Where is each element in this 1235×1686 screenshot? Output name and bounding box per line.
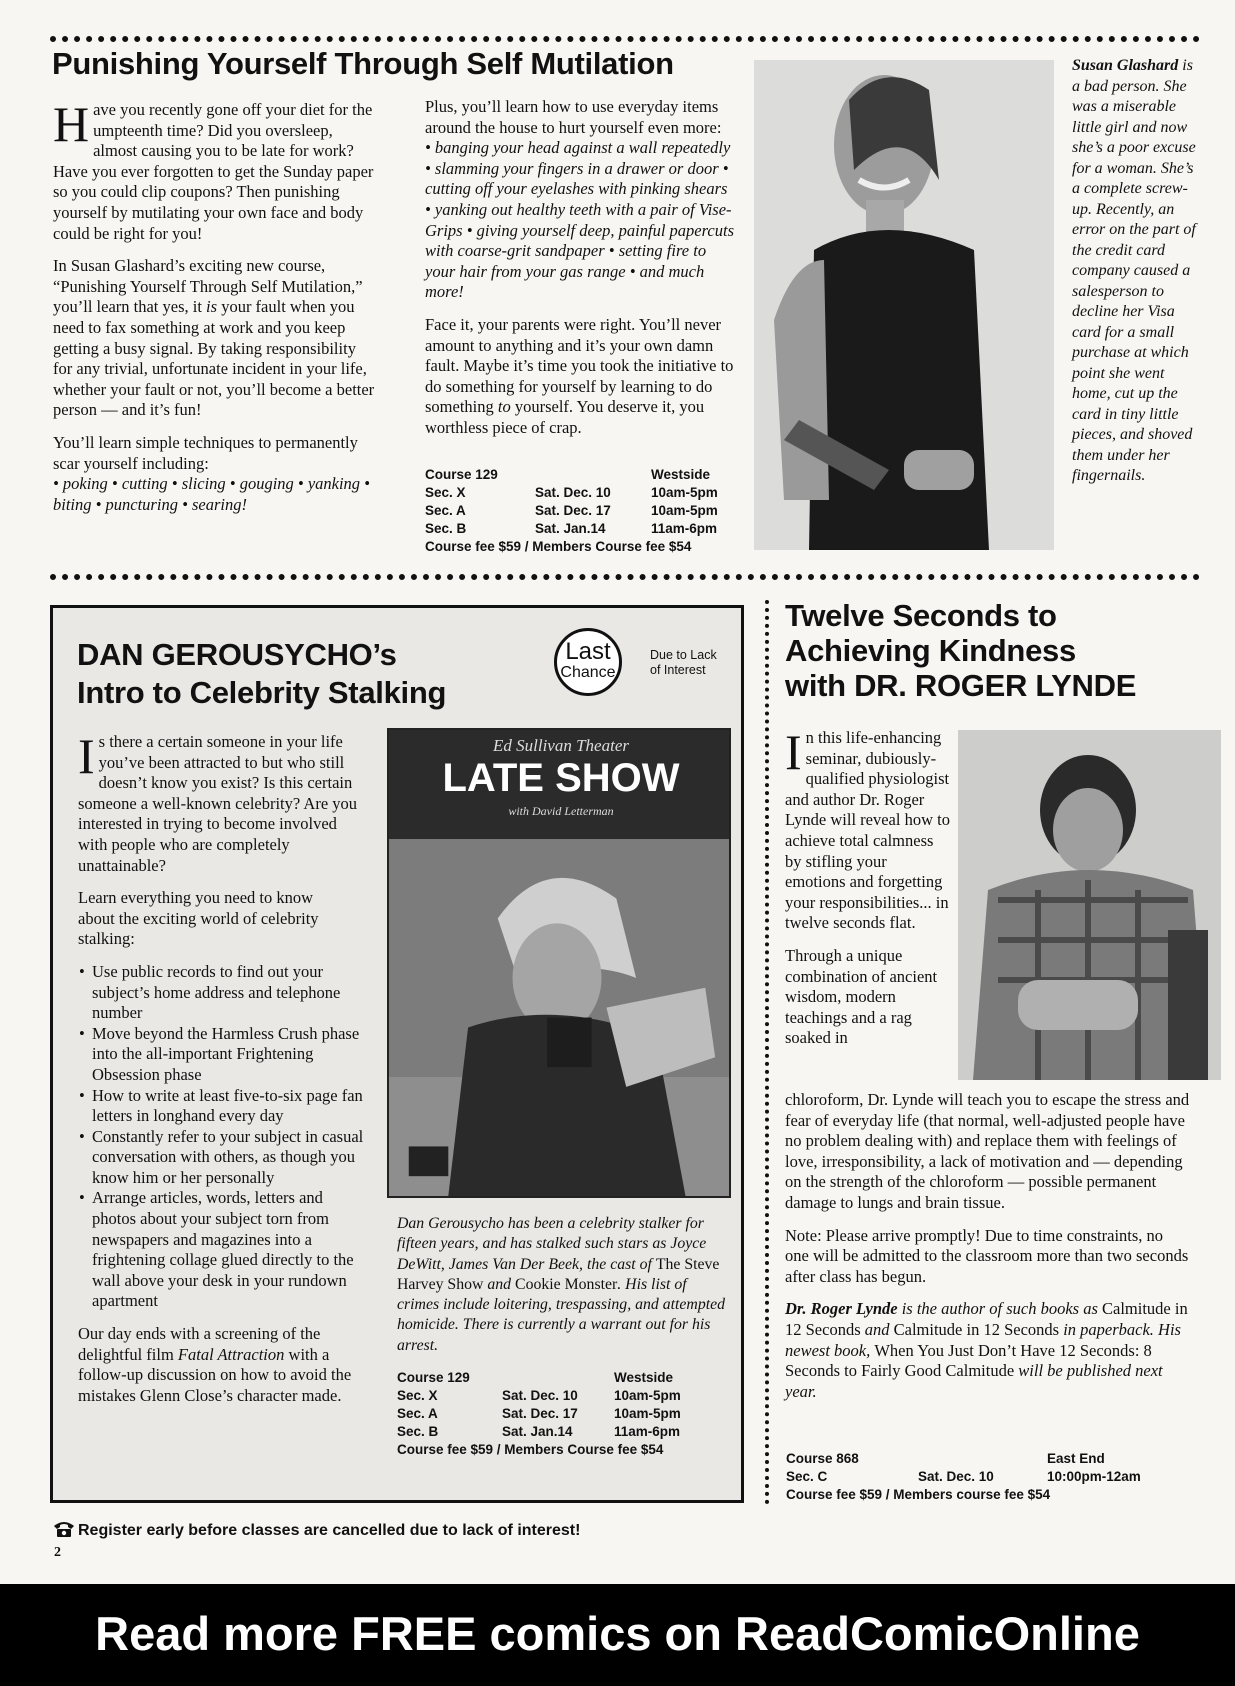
column-divider xyxy=(765,600,769,1505)
caption-text: . His list of crimes include loitering, trespassing, and attempted homicide. There is currently a warrant out for his arrest. xyxy=(397,1275,726,1354)
paragraph: You’ll learn simple techniques to permanently scar yourself including: xyxy=(53,432,358,473)
article3-narrow-column xyxy=(785,724,950,1049)
section: Sec. X xyxy=(425,485,466,500)
dropcap: I xyxy=(785,724,802,780)
date: Sat. Dec. 10 xyxy=(918,1469,994,1484)
section: Sec. B xyxy=(425,521,467,536)
bullet-item: • Constantly refer to your subject in casual conversation with others, as though you know him or her personally xyxy=(92,1127,370,1189)
title-line: Achieving Kindness xyxy=(785,633,1076,668)
badge-note: Due to Lack of Interest xyxy=(650,648,717,677)
paragraph: Learn everything you need to know about the exciting world of celebrity stalking: xyxy=(78,888,319,949)
item-list: • banging your head against a wall repeatedly • slamming your fingers in a drawer or door • cutting off your eyelashes with pinking shears • yanking out healthy teeth with a pair of Vise-Grips • giving yourself deep, painful papercuts with coarse-grit sandpaper • setting fire to your hair from your gas range • and much more! xyxy=(425,138,735,302)
show-title: The Steve Harvey Show xyxy=(397,1255,720,1293)
late-show-photo xyxy=(387,728,731,1198)
paragraph: is the author of such books as xyxy=(897,1299,1103,1319)
time: 11am-6pm xyxy=(614,1424,681,1439)
title-line: Twelve Seconds to xyxy=(785,598,1057,633)
article2-column1 xyxy=(78,728,370,1418)
marquee-top: Ed Sullivan Theater xyxy=(493,736,629,755)
paragraph: n this life-enhancing seminar, dubiously-qualified physiologist and author Dr. Roger Lynde will reveal how to achieve total calmness by stifling your emotions and forgetting your responsibilities... in twelve seconds flat. xyxy=(785,728,950,933)
article1-schedule xyxy=(425,466,735,556)
register-text: Register early before classes are cancelled due to lack of interest! xyxy=(78,1522,581,1539)
section: Sec. C xyxy=(786,1469,828,1484)
section: Sec. B xyxy=(397,1424,439,1439)
course-number: Course 129 xyxy=(425,467,498,482)
paragraph: Note: Please arrive promptly! Due to time constraints, no one will be admitted to the classroom more than two seconds after class has begun. xyxy=(785,1225,1189,1286)
banner-text: Read more FREE comics on ReadComicOnline xyxy=(95,1607,1140,1660)
time: 10am-5pm xyxy=(651,485,718,500)
phone-icon xyxy=(52,1520,76,1538)
emphasis: is xyxy=(206,297,218,317)
paragraph: Our day ends with a screening of the delightful film xyxy=(78,1324,321,1364)
course-fee: Course fee $59 / Members Course fee $54 xyxy=(397,1442,664,1457)
paragraph: in paperback. His newest book, xyxy=(785,1319,1181,1360)
article1-column2 xyxy=(425,97,737,451)
date: Sat. Dec. 17 xyxy=(535,503,611,518)
time: 10am-5pm xyxy=(614,1406,681,1421)
time: 10am-5pm xyxy=(614,1388,681,1403)
time: 10am-5pm xyxy=(651,503,718,518)
course-fee: Course fee $59 / Members course fee $54 xyxy=(786,1487,1051,1502)
paragraph: will be published next year. xyxy=(785,1361,1163,1401)
susan-photo xyxy=(754,60,1054,550)
section: Sec. X xyxy=(397,1388,438,1403)
stalking-bullets xyxy=(78,962,370,1312)
course-location: Westside xyxy=(651,467,711,482)
badge-line: Last xyxy=(565,638,611,665)
middle-divider xyxy=(50,574,1200,580)
article1-column1 xyxy=(53,96,375,527)
article2-title xyxy=(77,636,446,712)
paragraph: Face it, your parents were right. You’ll never amount to anything and it’s your own damn fault. Maybe it’s time you took the initiative to do something for yourself by learning to do something xyxy=(425,314,734,417)
technique-list: • poking • cutting • slicing • gouging • yanking • biting • puncturing • searing! xyxy=(53,474,370,514)
last-chance-badge xyxy=(554,628,622,696)
course-location: Westside xyxy=(614,1370,674,1385)
top-divider xyxy=(50,36,1200,42)
paragraph: s there a certain someone in your life you’ve been attracted to but who still doesn’t know you exist? Is this certain someone a well-known celebrity? Are you interested in trying to become involved with people who are completely unattainable? xyxy=(78,732,358,875)
paragraph: your fault when you need to fax something at work and you keep getting a busy signal. By taking responsibility for any trivial, unfortunate incident in your life, whether your fault or not, you’ll become a better person — and it’s fun! xyxy=(53,297,375,420)
paragraph: and xyxy=(860,1319,894,1339)
course-fee: Course fee $59 / Members Course fee $54 xyxy=(425,539,692,554)
section: Sec. A xyxy=(397,1406,438,1421)
book-title: When You Just Don’t Have 12 Seconds: 8 Seconds to Fairly Good Calmitude xyxy=(785,1340,1152,1381)
paragraph: chloroform, Dr. Lynde will teach you to escape the stress and fear of everyday life (that normal, well-adjusted people have no problem dealing with) and replace them with feelings of love, irresponsibility, a lack of motivation and — depending on the strength of the chloroform — possible permanent damage to lungs and brain tissue. xyxy=(785,1090,1190,1212)
caption-text: and xyxy=(483,1275,516,1293)
book-title: Calmitude in 12 Seconds xyxy=(893,1319,1060,1339)
date: Sat. Jan.14 xyxy=(502,1424,573,1439)
paragraph: Through a unique combination of ancient wisdom, modern teachings and a rag soaked in xyxy=(785,945,938,1048)
author-name: Dr. Roger Lynde xyxy=(785,1299,898,1319)
title-line: Intro to Celebrity Stalking xyxy=(77,675,447,710)
paragraph: Plus, you’ll learn how to use everyday items around the house to hurt yourself even more: xyxy=(425,97,722,137)
course-number: Course 129 xyxy=(397,1370,470,1385)
date: Sat. Dec. 17 xyxy=(502,1406,578,1421)
title-line: with DR. ROGER LYNDE xyxy=(785,668,1137,703)
promo-banner[interactable] xyxy=(0,1584,1235,1686)
date: Sat. Jan.14 xyxy=(535,521,606,536)
page-number: 2 xyxy=(54,1545,61,1560)
cookie-monster: Cookie Monster xyxy=(515,1275,618,1293)
time: 10:00pm-12am xyxy=(1047,1469,1141,1484)
article1-title: Punishing Yourself Through Self Mutilation xyxy=(52,46,674,81)
article3-wide-column xyxy=(785,1090,1190,1414)
date: Sat. Dec. 10 xyxy=(502,1388,578,1403)
section: Sec. A xyxy=(425,503,466,518)
paragraph: yourself. You deserve it, you worthless piece of crap. xyxy=(425,397,705,437)
title-line: DAN GEROUSYCHO’s xyxy=(77,637,397,672)
bullet-item: • Use public records to find out your subject’s home address and telephone number xyxy=(92,962,370,1024)
marquee-sub: with David Letterman xyxy=(508,804,614,818)
dropcap: I xyxy=(78,728,95,784)
article2-schedule xyxy=(397,1369,717,1459)
dan-caption xyxy=(397,1214,727,1356)
badge-line: Chance xyxy=(560,664,616,681)
article3-schedule xyxy=(786,1450,1166,1504)
course-number: Course 868 xyxy=(786,1451,859,1466)
paragraph: with a follow-up discussion on how to avoid the mistakes Glenn Close’s character made. xyxy=(78,1344,352,1405)
bullet-item: • Arrange articles, words, letters and photos about your subject torn from newspapers and magazines into a frightening collage glued directly to the wall above your desk in your rundown apartment xyxy=(92,1188,370,1312)
date: Sat. Dec. 10 xyxy=(535,485,611,500)
paragraph: In Susan Glashard’s exciting new course, “Punishing Yourself Through Self Mutilation,” you’ll learn that yes, it xyxy=(53,256,363,317)
emphasis: to xyxy=(497,397,511,417)
course-location: East End xyxy=(1047,1451,1105,1466)
time: 11am-6pm xyxy=(651,521,718,536)
dropcap: H xyxy=(53,96,90,152)
book-title: Calmitude in 12 Seconds xyxy=(785,1299,1188,1339)
bullet-item: • How to write at least five-to-six page fan letters in longhand every day xyxy=(92,1086,370,1127)
susan-caption xyxy=(1072,56,1200,487)
caption-name: Susan Glashard xyxy=(1072,57,1179,74)
paragraph: ave you recently gone off your diet for the umpteenth time? Did you oversleep, almost causing you to be late for work? Have you ever forgotten to get the Sunday paper so you could clip coupons? Then punishing yourself by mutilating your own face and body could be right for you! xyxy=(53,100,374,243)
bullet-item: • Move beyond the Harmless Crush phase into the all-important Frightening Obsession phase xyxy=(92,1024,370,1086)
caption-text: Dan Gerousycho has been a celebrity stalker for fifteen years, and has stalked such stars as Joyce DeWitt, James Van Der Beek, the cast of xyxy=(397,1215,707,1273)
caption-text: is a bad person. She was a miserable little girl and now she’s a poor excuse for a woman. She’s a complete screw-up. Recently, an error on the part of the credit card company caused a salesperson to decline her Visa card for a small purchase at which point she went home, cut up the card in tiny little pieces, and shoved them under her fingernails. xyxy=(1072,57,1196,484)
register-note xyxy=(52,1520,580,1540)
article3-title xyxy=(785,598,1136,703)
roger-photo xyxy=(958,730,1221,1080)
marquee-main: LATE SHOW xyxy=(442,756,680,800)
film-title: Fatal Attraction xyxy=(177,1344,285,1364)
